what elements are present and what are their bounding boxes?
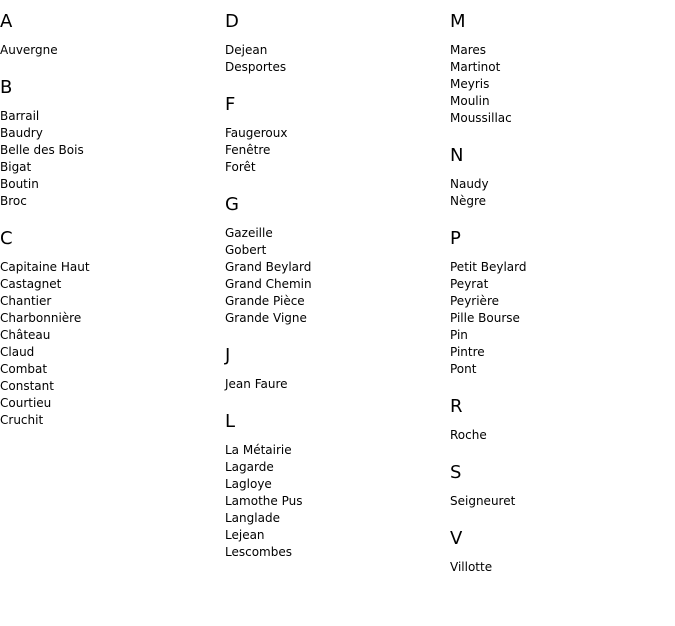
letter-group bbox=[450, 527, 670, 576]
letter-heading: J bbox=[225, 345, 231, 366]
letter-group bbox=[225, 410, 445, 561]
list-item[interactable]: Barrail bbox=[0, 109, 40, 123]
list-item[interactable]: Jean Faure bbox=[225, 377, 288, 391]
letter-heading: V bbox=[450, 528, 463, 549]
list-item[interactable]: Broc bbox=[0, 194, 27, 208]
list-item[interactable]: Pont bbox=[450, 362, 477, 376]
list-item[interactable]: Auvergne bbox=[0, 43, 58, 57]
list-item[interactable]: Lagloye bbox=[225, 477, 272, 491]
name-list bbox=[225, 225, 445, 327]
letter-heading: A bbox=[0, 11, 13, 32]
list-item[interactable]: Mares bbox=[450, 43, 487, 57]
letter-heading: C bbox=[0, 228, 13, 249]
list-item[interactable]: Grande Vigne bbox=[225, 311, 307, 325]
letter-group bbox=[0, 76, 220, 210]
index-column bbox=[0, 10, 220, 446]
letter-heading: R bbox=[450, 396, 463, 417]
list-item[interactable]: Lescombes bbox=[225, 545, 292, 559]
list-item[interactable]: Gobert bbox=[225, 243, 267, 257]
letter-heading: N bbox=[450, 145, 464, 166]
list-item[interactable]: Lagarde bbox=[225, 460, 274, 474]
list-item[interactable]: Roche bbox=[450, 428, 487, 442]
list-item[interactable]: Lamothe Pus bbox=[225, 494, 303, 508]
letter-heading: L bbox=[225, 411, 236, 432]
letter-group bbox=[225, 10, 445, 76]
list-item[interactable]: Gazeille bbox=[225, 226, 273, 240]
name-list bbox=[225, 442, 445, 561]
list-item[interactable]: Charbonnière bbox=[0, 311, 82, 325]
list-item[interactable]: Meyris bbox=[450, 77, 490, 91]
list-item[interactable]: Grand Beylard bbox=[225, 260, 312, 274]
list-item[interactable]: Château bbox=[0, 328, 51, 342]
list-item[interactable]: Villotte bbox=[450, 560, 493, 574]
list-item[interactable]: Constant bbox=[0, 379, 54, 393]
letter-group bbox=[450, 395, 670, 444]
list-item[interactable]: Desportes bbox=[225, 60, 287, 74]
list-item[interactable]: Boutin bbox=[0, 177, 39, 191]
name-list bbox=[0, 108, 220, 210]
list-item[interactable]: Combat bbox=[0, 362, 48, 376]
list-item[interactable]: Petit Beylard bbox=[450, 260, 527, 274]
list-item[interactable]: Fenêtre bbox=[225, 143, 271, 157]
list-item[interactable]: Pin bbox=[450, 328, 468, 342]
name-list bbox=[0, 42, 220, 59]
letter-heading: F bbox=[225, 94, 236, 115]
list-item[interactable]: Bigat bbox=[0, 160, 32, 174]
list-item[interactable]: Grande Pièce bbox=[225, 294, 305, 308]
name-list bbox=[225, 376, 445, 393]
list-item[interactable]: Martinot bbox=[450, 60, 501, 74]
list-item[interactable]: Capitaine Haut bbox=[0, 260, 90, 274]
list-item[interactable]: Faugeroux bbox=[225, 126, 288, 140]
list-item[interactable]: Courtieu bbox=[0, 396, 52, 410]
list-item[interactable]: Cruchit bbox=[0, 413, 44, 427]
list-item[interactable]: Moulin bbox=[450, 94, 490, 108]
list-item[interactable]: Naudy bbox=[450, 177, 489, 191]
letter-heading: M bbox=[450, 11, 466, 32]
letter-group bbox=[450, 10, 670, 127]
list-item[interactable]: Lejean bbox=[225, 528, 265, 542]
list-item[interactable]: Dejean bbox=[225, 43, 268, 57]
letter-group bbox=[450, 227, 670, 378]
list-item[interactable]: Forêt bbox=[225, 160, 256, 174]
list-item[interactable]: Chantier bbox=[0, 294, 52, 308]
list-item[interactable]: Moussillac bbox=[450, 111, 512, 125]
name-list bbox=[450, 176, 670, 210]
list-item[interactable]: Baudry bbox=[0, 126, 43, 140]
list-item[interactable]: Langlade bbox=[225, 511, 280, 525]
index-column bbox=[225, 10, 445, 578]
list-item[interactable]: Pille Bourse bbox=[450, 311, 520, 325]
list-item[interactable]: Pintre bbox=[450, 345, 485, 359]
letter-heading: P bbox=[450, 228, 461, 249]
name-list bbox=[450, 42, 670, 127]
name-list bbox=[0, 259, 220, 429]
list-item[interactable]: Grand Chemin bbox=[225, 277, 312, 291]
letter-group bbox=[0, 227, 220, 429]
list-item[interactable]: Seigneuret bbox=[450, 494, 516, 508]
letter-group bbox=[225, 344, 445, 393]
letter-heading: D bbox=[225, 11, 239, 32]
list-item[interactable]: Nègre bbox=[450, 194, 487, 208]
list-item[interactable]: Castagnet bbox=[0, 277, 62, 291]
list-item[interactable]: Belle des Bois bbox=[0, 143, 84, 157]
list-item[interactable]: Peyrière bbox=[450, 294, 499, 308]
name-list bbox=[450, 427, 670, 444]
list-item[interactable]: La Métairie bbox=[225, 443, 292, 457]
letter-heading: B bbox=[0, 77, 13, 98]
letter-group bbox=[450, 461, 670, 510]
name-list bbox=[450, 493, 670, 510]
letter-group bbox=[0, 10, 220, 59]
name-list bbox=[225, 125, 445, 176]
letter-heading: S bbox=[450, 462, 462, 483]
name-list bbox=[450, 259, 670, 378]
list-item[interactable]: Claud bbox=[0, 345, 35, 359]
name-list bbox=[225, 42, 445, 76]
name-list bbox=[450, 559, 670, 576]
letter-group bbox=[225, 193, 445, 327]
letter-heading: G bbox=[225, 194, 239, 215]
list-item[interactable]: Peyrat bbox=[450, 277, 489, 291]
index-column bbox=[450, 10, 670, 593]
letter-group bbox=[450, 144, 670, 210]
letter-group bbox=[225, 93, 445, 176]
